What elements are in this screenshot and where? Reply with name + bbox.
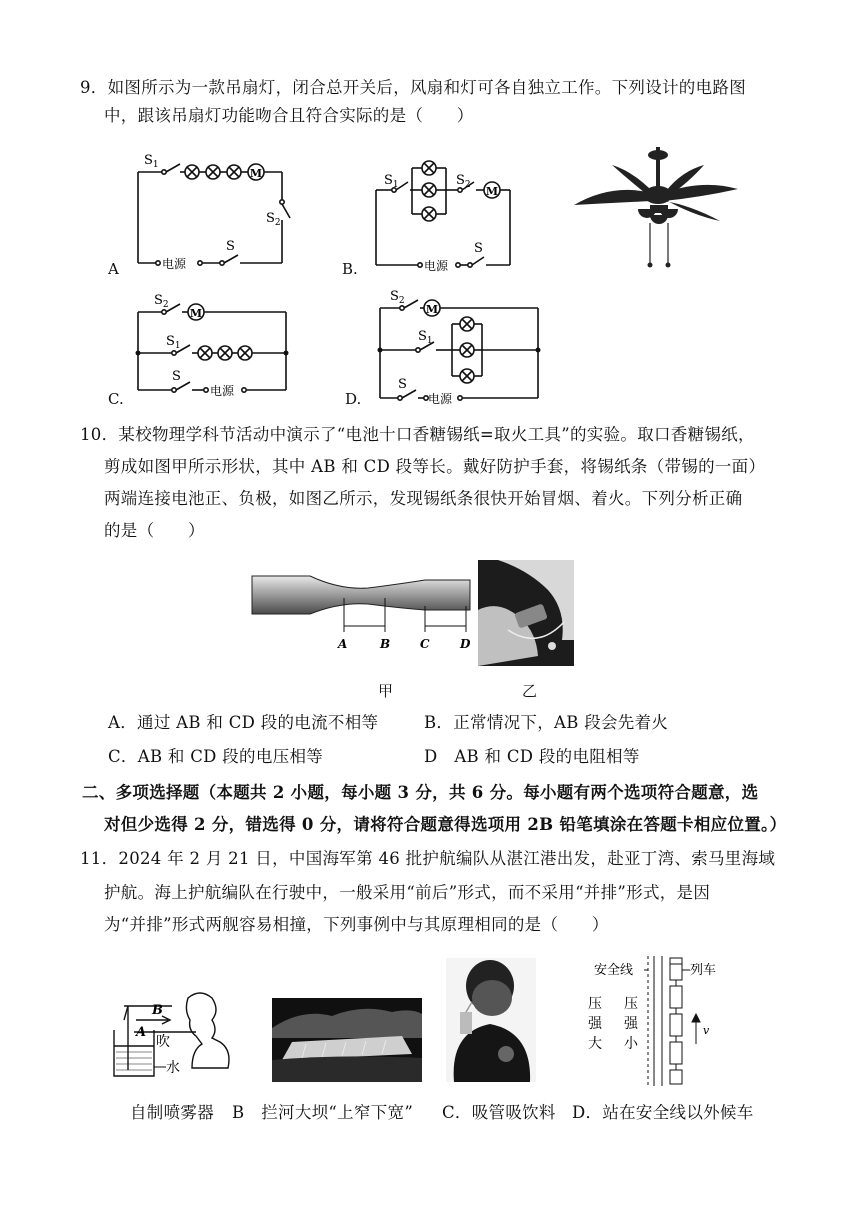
railway-platform-diagram (586, 952, 756, 1088)
sprayer-figure (108, 990, 248, 1090)
point-c-label: C (420, 637, 430, 651)
child-straw-photo (446, 958, 536, 1082)
motor-label-d: M (425, 303, 439, 316)
motor-label-b: M (485, 185, 499, 198)
switch-s1-label-c: $S_1$ (166, 334, 181, 351)
circuit-a-diagram (130, 150, 330, 280)
ceiling-fan-picture (572, 145, 742, 275)
q11-caption-d: D．站在安全线以外候车 (572, 1103, 754, 1122)
sprayer-point-a: A (136, 1025, 147, 1040)
q11-caption-b: B 拦河大坝“上窄下宽” (232, 1103, 414, 1122)
circuit-d-diagram (374, 288, 574, 408)
switch-s2-label-a: $S_2$ (266, 211, 281, 228)
q11-caption-c: C．吸管吸饮料 (442, 1103, 556, 1122)
power-label-c: 电源 (210, 384, 235, 398)
q10-line3: 两端连接电池正、负极，如图乙所示，发现锡纸条很快开始冒烟、着火。下列分析正确 (104, 489, 743, 508)
q9-line2: 中，跟该吊扇灯功能吻合且符合实际的是（ ） (104, 106, 474, 125)
q10-line4: 的是（ ） (104, 521, 205, 540)
power-label-d: 电源 (428, 392, 453, 406)
velocity-label: v (703, 1024, 710, 1037)
circuit-b-diagram (370, 150, 570, 280)
train-label: 列车 (690, 963, 717, 978)
motor-label-a: M (249, 167, 263, 180)
dam-photo (272, 998, 422, 1082)
q10-option-c: C．AB 和 CD 段的电压相等 (108, 747, 324, 766)
motor-label-c: M (189, 307, 203, 320)
q11-line3: 为“并排”形式两舰容易相撞，下列事例中与其原理相同的是（ ） (104, 915, 609, 934)
tin-foil-strip-figure (250, 568, 475, 658)
point-a-label: A (338, 637, 348, 651)
pressure-small-1: 压 (624, 996, 638, 1012)
q10-option-d: D AB 和 CD 段的电阻相等 (424, 747, 640, 766)
q10-option-b: B．正常情况下，AB 段会先着火 (424, 713, 669, 732)
sprayer-water-label: 水 (166, 1060, 180, 1076)
q11-line1: 11．2024 年 2 月 21 日，中国海军第 46 批护航编队从湛江港出发，赴亚丁湾、索马里海域 (80, 849, 776, 868)
switch-s2-label-c: $S_2$ (154, 293, 169, 310)
switch-s-label-c: S (172, 369, 181, 384)
sprayer-blow-label: 吹 (156, 1034, 170, 1050)
q11-caption-a: 自制喷雾器 (130, 1103, 214, 1122)
switch-s-label-d: S (398, 377, 407, 392)
switch-s-label-a: S (226, 239, 235, 254)
circuit-c-diagram (130, 290, 330, 400)
pressure-small-3: 小 (624, 1036, 638, 1052)
switch-s1-label-d: $S_1$ (418, 329, 433, 346)
option-b-label: B. (342, 260, 358, 278)
option-a-label: A (108, 260, 119, 278)
power-label-a: 电源 (162, 257, 187, 271)
section2-line1: 二、多项选择题（本题共 2 小题，每小题 3 分，共 6 分。每小题有两个选项符合题意，选 (82, 783, 759, 802)
pressure-big-2: 强 (588, 1016, 602, 1032)
option-c-label: C. (108, 390, 124, 408)
q10-line2: 剪成如图甲所示形状，其中 AB 和 CD 段等长。戴好防护手套，将锡纸条（带锡的一面） (104, 457, 766, 476)
switch-s2-label-d: $S_2$ (390, 289, 405, 306)
switch-s1-label-a: $S_1$ (144, 153, 159, 170)
switch-s-label-b: S (474, 241, 483, 256)
q10-line1: 10．某校物理学科节活动中演示了“电池十口香糖锡纸=取火工具”的实验。取口香糖锡纸， (80, 425, 755, 444)
pressure-big-1: 压 (588, 996, 602, 1012)
figure-jia-caption: 甲 (378, 682, 394, 700)
point-b-label: B (380, 637, 391, 651)
q10-option-a: A．通过 AB 和 CD 段的电流不相等 (108, 713, 379, 732)
option-d-label: D. (345, 390, 362, 408)
sprayer-point-b: B (152, 1003, 163, 1018)
pressure-big-3: 大 (588, 1036, 602, 1052)
power-label-b: 电源 (424, 259, 449, 273)
section2-line2: 对但少选得 2 分，错选得 0 分，请将符合题意得选项用 2B 铅笔填涂在答题卡相应位置。） (104, 815, 787, 834)
q9-line1: 9．如图所示为一款吊扇灯，闭合总开关后，风扇和灯可各自独立工作。下列设计的电路图 (80, 78, 746, 97)
safety-line-label: 安全线 (594, 963, 634, 978)
q11-line2: 护航。海上护航编队在行驶中，一般采用“前后”形式，而不采用“并排”形式，是因 (104, 883, 711, 902)
switch-s1-label-b: $S_1$ (384, 173, 399, 190)
switch-s2-label-b: $S_2$ (456, 173, 471, 190)
pressure-small-2: 强 (624, 1016, 638, 1032)
foil-battery-photo (478, 560, 574, 666)
point-d-label: D (460, 637, 471, 651)
figure-yi-caption: 乙 (522, 682, 538, 700)
